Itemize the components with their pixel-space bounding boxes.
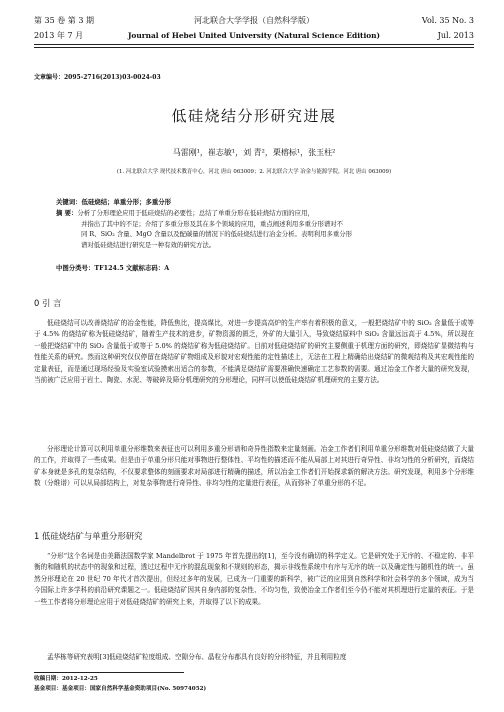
abstract-line-2: 并指出了其中的不足；介绍了多重分形及其在多个领域的应用，重点阐述利用多重分形谱对不	[81, 219, 344, 228]
paragraph-1: 低硅烧结可以改善烧结矿的冶金性能，降低焦比，提高煤比，对进一步提高高炉的生产率有着积极的意义，一般把烧结矿中的 SiO₂ 含量低于或等于 4.5% 的烧结矿称为低硅烧结矿，随着生产技术的进步，矿物资源的匮乏，外矿的大量引入，导致烧结原料中 SiO₂ 含量远远高于 4.5%，所以现在一般把烧结矿中的 SiO₂ 含量低于或等于 5.0% 的烧结矿称为低硅烧结矿。目前对低硅烧结矿的研究主要侧重于机理方面的研究，即烧结矿显微结构与性能关系的研究。然而这种研究仅仅停留在烧结矿矿物组成及形貌对宏观性能的定性描述上，无法在工程上精确给出烧结矿的微观结构及其宏观性能的定量表征，而是通过现场经验及实验室试验摸索出适合的参数，不能满足烧结矿需要准确快速确定工艺参数的需要。通过冶金工作者大量的研究发现，当前被广泛应用于岩土、陶瓷、水泥、等破碎及筛分机理研究的分形理论，同样可以使低硅烧结矿机理研究的主要方法。	[34, 319, 474, 385]
section-heading-introduction: 0 引 言	[34, 298, 62, 308]
section-heading-1: 1 低硅烧结矿与单重分形研究	[34, 531, 143, 541]
header-date-en: Jul. 2013	[437, 31, 474, 40]
abstract-line-3: 同 R、SiO₂ 含量、MgO 含量以及配碳量的情况下的低硅烧结进行冶金分析。表明利用多重分形	[81, 230, 353, 239]
paragraph-3: “分形”这个名词是由美籍法国数学家 Mandelbrot 于 1975 年首先提出的[1]，至今没有确切的科学定义。它是研究处于无序的、不稳定的、非平衡的和随机的状态中的现象和过程，透过过程中无序的混乱现象和不规则的形态，揭示非线性系统中有序与无序的统一以及确定性与随机性的统一。虽然分形理论在 20 世纪 70 年代才首次提出，但经过多年的发展，已成为一门重要的新科学，被广泛的应用到自然科学和社会科学的多个领域，成为当今国际上许多学科的前沿研究课题之一。低硅烧结矿因其自身内部的复杂性、不均匀性，致使冶金工作者们至今仍不能对其机理进行定量的表征。于是一些工作者将分形理论应用于对低硅烧结矿的研究上来，并取得了以下的成果。	[34, 552, 474, 606]
classification: 中图分类号：TF124.5 文献标志码：A	[56, 264, 170, 272]
header-rule-thin	[34, 47, 474, 48]
article-number: 文章编号：2095-2716(2013)03-0024-03	[34, 74, 161, 81]
header-volume-cn: 第 35 卷 第 3 期	[34, 16, 94, 25]
header-journal-en: Journal of Hebei United University (Natural Science Edition)	[127, 31, 381, 40]
header-journal-cn: 河北联合大学学报（自然科学版）	[194, 16, 314, 25]
fund-info: 基金项目：基金项目：国家自然科学基金资助项目(No. 50974052)	[34, 686, 207, 692]
abstract-label: 摘 要：	[56, 209, 78, 217]
page-title: 低硅烧结分形研究进展	[171, 107, 337, 125]
paragraph-4: 孟华栋等研究表明[3]低硅烧结矿粒度组成、空隙分布、晶粒分布都具有良好的分形特征，并且利用粒度	[47, 653, 347, 661]
keywords: 关键词：低硅烧结；单重分形；多重分形	[56, 198, 172, 206]
header-rule	[34, 44, 474, 45]
header-date-cn: 2013 年 7 月	[34, 31, 84, 40]
affiliation: (1. 河北联合大学 现代技术教育中心，河北 唐山 063009；2. 河北联合大学 冶金与能源学院，河北 唐山 063009)	[116, 169, 392, 175]
footnote-rule	[34, 672, 184, 673]
abstract	[56, 208, 456, 250]
received-date: 收稿日期：2012-12-25	[34, 676, 98, 682]
paragraph-2: 分形理论计算可以利用单重分形维数来表征也可以利用多重分形谱和奇异性指数来定量刻画。冶金工作者们利用单重分形维数对低硅烧结做了大量的工作，并取得了一些成果。但是由于单重分形只能对事物进行整体性、平均性的描述而不能从局部上对其进行奇异性、非均匀性的分析研究，而烧结矿本身就是多孔的复杂结构，不仅要求整体的刻画要求对局部进行精确的描述，所以冶金工作者们开始探求新的解决方法。研究发现，利用多个分形维数（分维谱）可以从局部结构上，对复杂事物进行奇异性、非均匀性的定量进行表征，从而弥补了单重分形的不足。	[34, 445, 474, 488]
header-volume-en: Vol. 35 No. 3	[421, 16, 474, 25]
authors: 马雷刚¹，崔志敏¹，刘 青²，栗榕标¹，张玉柱²	[172, 148, 336, 157]
abstract-line-4: 谱对低硅烧结进行研究是一种有效的研究方法。	[81, 240, 216, 249]
abstract-line-1: 分析了分形理论应用于低硅烧结的必要性；总结了单重分形在低硅烧结方面的应用，	[77, 209, 314, 217]
